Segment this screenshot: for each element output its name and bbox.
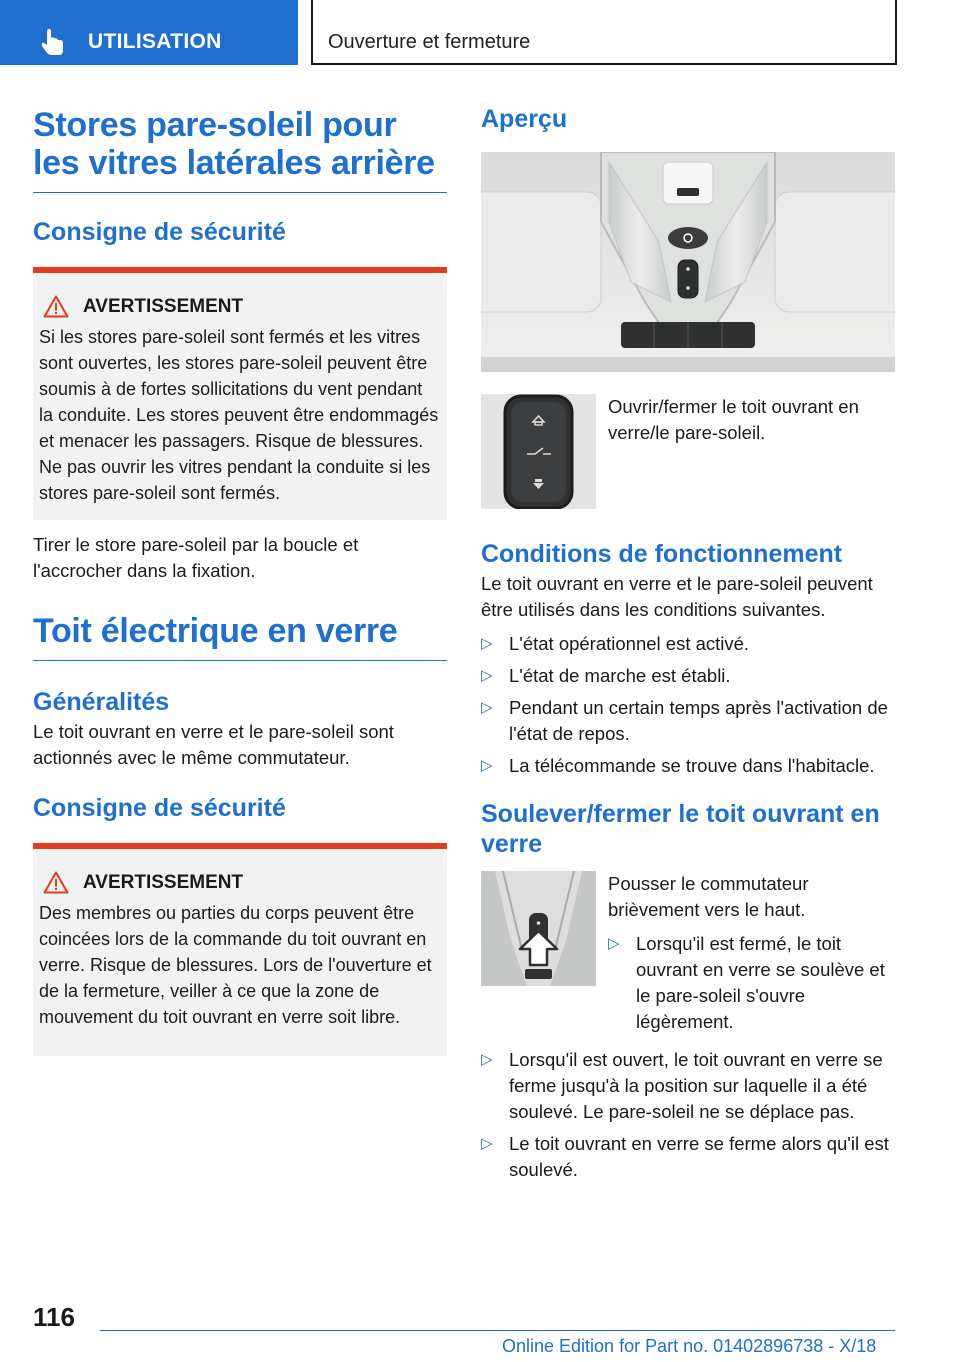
list-item: ▷ Lorsqu'il est fermé, le toit ouvrant en verre se soulève et le pare-soleil s'ouvre légèrement.	[608, 933, 885, 1032]
push-switch-illustration	[481, 871, 596, 986]
overview-heading: Aperçu	[481, 105, 568, 133]
switch-closeup-image	[481, 394, 596, 509]
warning-box-2	[33, 843, 447, 1056]
warning-label-2: AVERTISSEMENT	[83, 871, 244, 893]
section-tab	[0, 0, 298, 65]
roof-console-illustration	[481, 152, 895, 372]
left-column	[33, 100, 447, 1056]
list-item: ▷ Le toit ouvrant en verre se ferme alors qu'il est soulevé.	[481, 1133, 889, 1180]
warning-box-1	[33, 267, 447, 520]
conditions-intro: Le toit ouvrant en verre et le pare-soleil peuvent être utilisés dans les conditions suivantes.	[481, 573, 873, 620]
lift-text: Pousser le commutateur brièvement vers le haut.	[608, 873, 809, 920]
triangle-bullet-icon: ▷	[481, 1051, 493, 1068]
triangle-bullet-icon: ▷	[481, 635, 493, 652]
section-title: Stores pare-soleil pour les vitres latérales arrière	[33, 106, 447, 193]
lift-text-block	[608, 871, 895, 1041]
conditions-heading: Conditions de fonctionnement	[481, 540, 843, 568]
triangle-bullet-icon: ▷	[481, 1135, 493, 1152]
footer-divider	[100, 1330, 895, 1331]
lift-steps-inner	[608, 931, 895, 1035]
paragraph-hook: Tirer le store pare-soleil par la boucle et l'accrocher dans la fixation.	[33, 534, 359, 581]
footer-edition: Online Edition for Part no. 01402896738 - X/18	[502, 1336, 877, 1356]
list-item: ▷ Pendant un certain temps après l'activation de l'état de repos.	[481, 697, 888, 744]
section-title-2: Toit électrique en verre	[33, 612, 447, 661]
triangle-bullet-icon: ▷	[481, 699, 493, 716]
switch-figure-row	[481, 394, 895, 509]
switch-caption: Ouvrir/fermer le toit ouvrant en verre/le pare-soleil.	[608, 396, 859, 443]
warning-text-1: Si les stores pare-soleil sont fermés et les vitres sont ouvertes, les stores pare-soleil peuvent être soumis à de fortes sollicitations du vent pendant la conduite. Les stores peuvent être endommagés et menacer les passagers. Risque de blessures. Ne pas ouvrir les vitres pendant la conduite si les stores pare-soleil sont fermés.	[39, 327, 439, 503]
warning-triangle-icon	[43, 871, 69, 894]
list-item: ▷ Lorsqu'il est ouvert, le toit ouvrant en verre se ferme jusqu'à la position sur laquelle il a été soulevé. Le pare-soleil ne se déplace pas.	[481, 1049, 883, 1122]
warning-title-1	[39, 295, 441, 318]
warning-triangle-icon	[43, 295, 69, 318]
chapter-label: Ouverture et fermeture	[328, 31, 531, 53]
switch-closeup-illustration	[481, 394, 596, 509]
list-item: ▷ L'état de marche est établi.	[481, 663, 895, 689]
warning-label-1: AVERTISSEMENT	[83, 295, 244, 317]
page-number: 116	[33, 1302, 75, 1332]
warning-title-2	[39, 871, 441, 894]
chapter-tab	[311, 0, 897, 65]
hand-pointer-icon	[38, 28, 68, 58]
section-label: UTILISATION	[88, 30, 222, 53]
general-heading: Généralités	[33, 688, 170, 716]
triangle-bullet-icon: ▷	[608, 935, 620, 952]
list-item: ▷ L'état opérationnel est activé.	[481, 631, 895, 657]
warning-text-2: Des membres ou parties du corps peuvent être coincées lors de la commande du toit ouvrant en verre. Risque de blessures. Lors de l'ouverture et de la fermeture, veiller à ce que la zone de mouvement du toit ouvrant en verre soit libre.	[39, 903, 432, 1027]
triangle-bullet-icon: ▷	[481, 667, 493, 684]
roof-console-image	[481, 152, 895, 372]
push-switch-image	[481, 871, 596, 986]
triangle-bullet-icon: ▷	[481, 757, 493, 774]
right-column	[481, 100, 895, 1189]
list-item: ▷ La télécommande se trouve dans l'habitacle.	[481, 753, 895, 779]
safety-heading-1: Consigne de sécurité	[33, 218, 286, 246]
lift-figure-row	[481, 871, 895, 1041]
conditions-list	[481, 631, 895, 779]
safety-heading-2: Consigne de sécurité	[33, 794, 286, 822]
general-text: Le toit ouvrant en verre et le pare-soleil sont actionnés avec le même commutateur.	[33, 721, 394, 768]
lift-steps-list	[481, 1047, 895, 1183]
lift-heading: Soulever/fermer le toit ouvrant en verre	[481, 800, 880, 858]
